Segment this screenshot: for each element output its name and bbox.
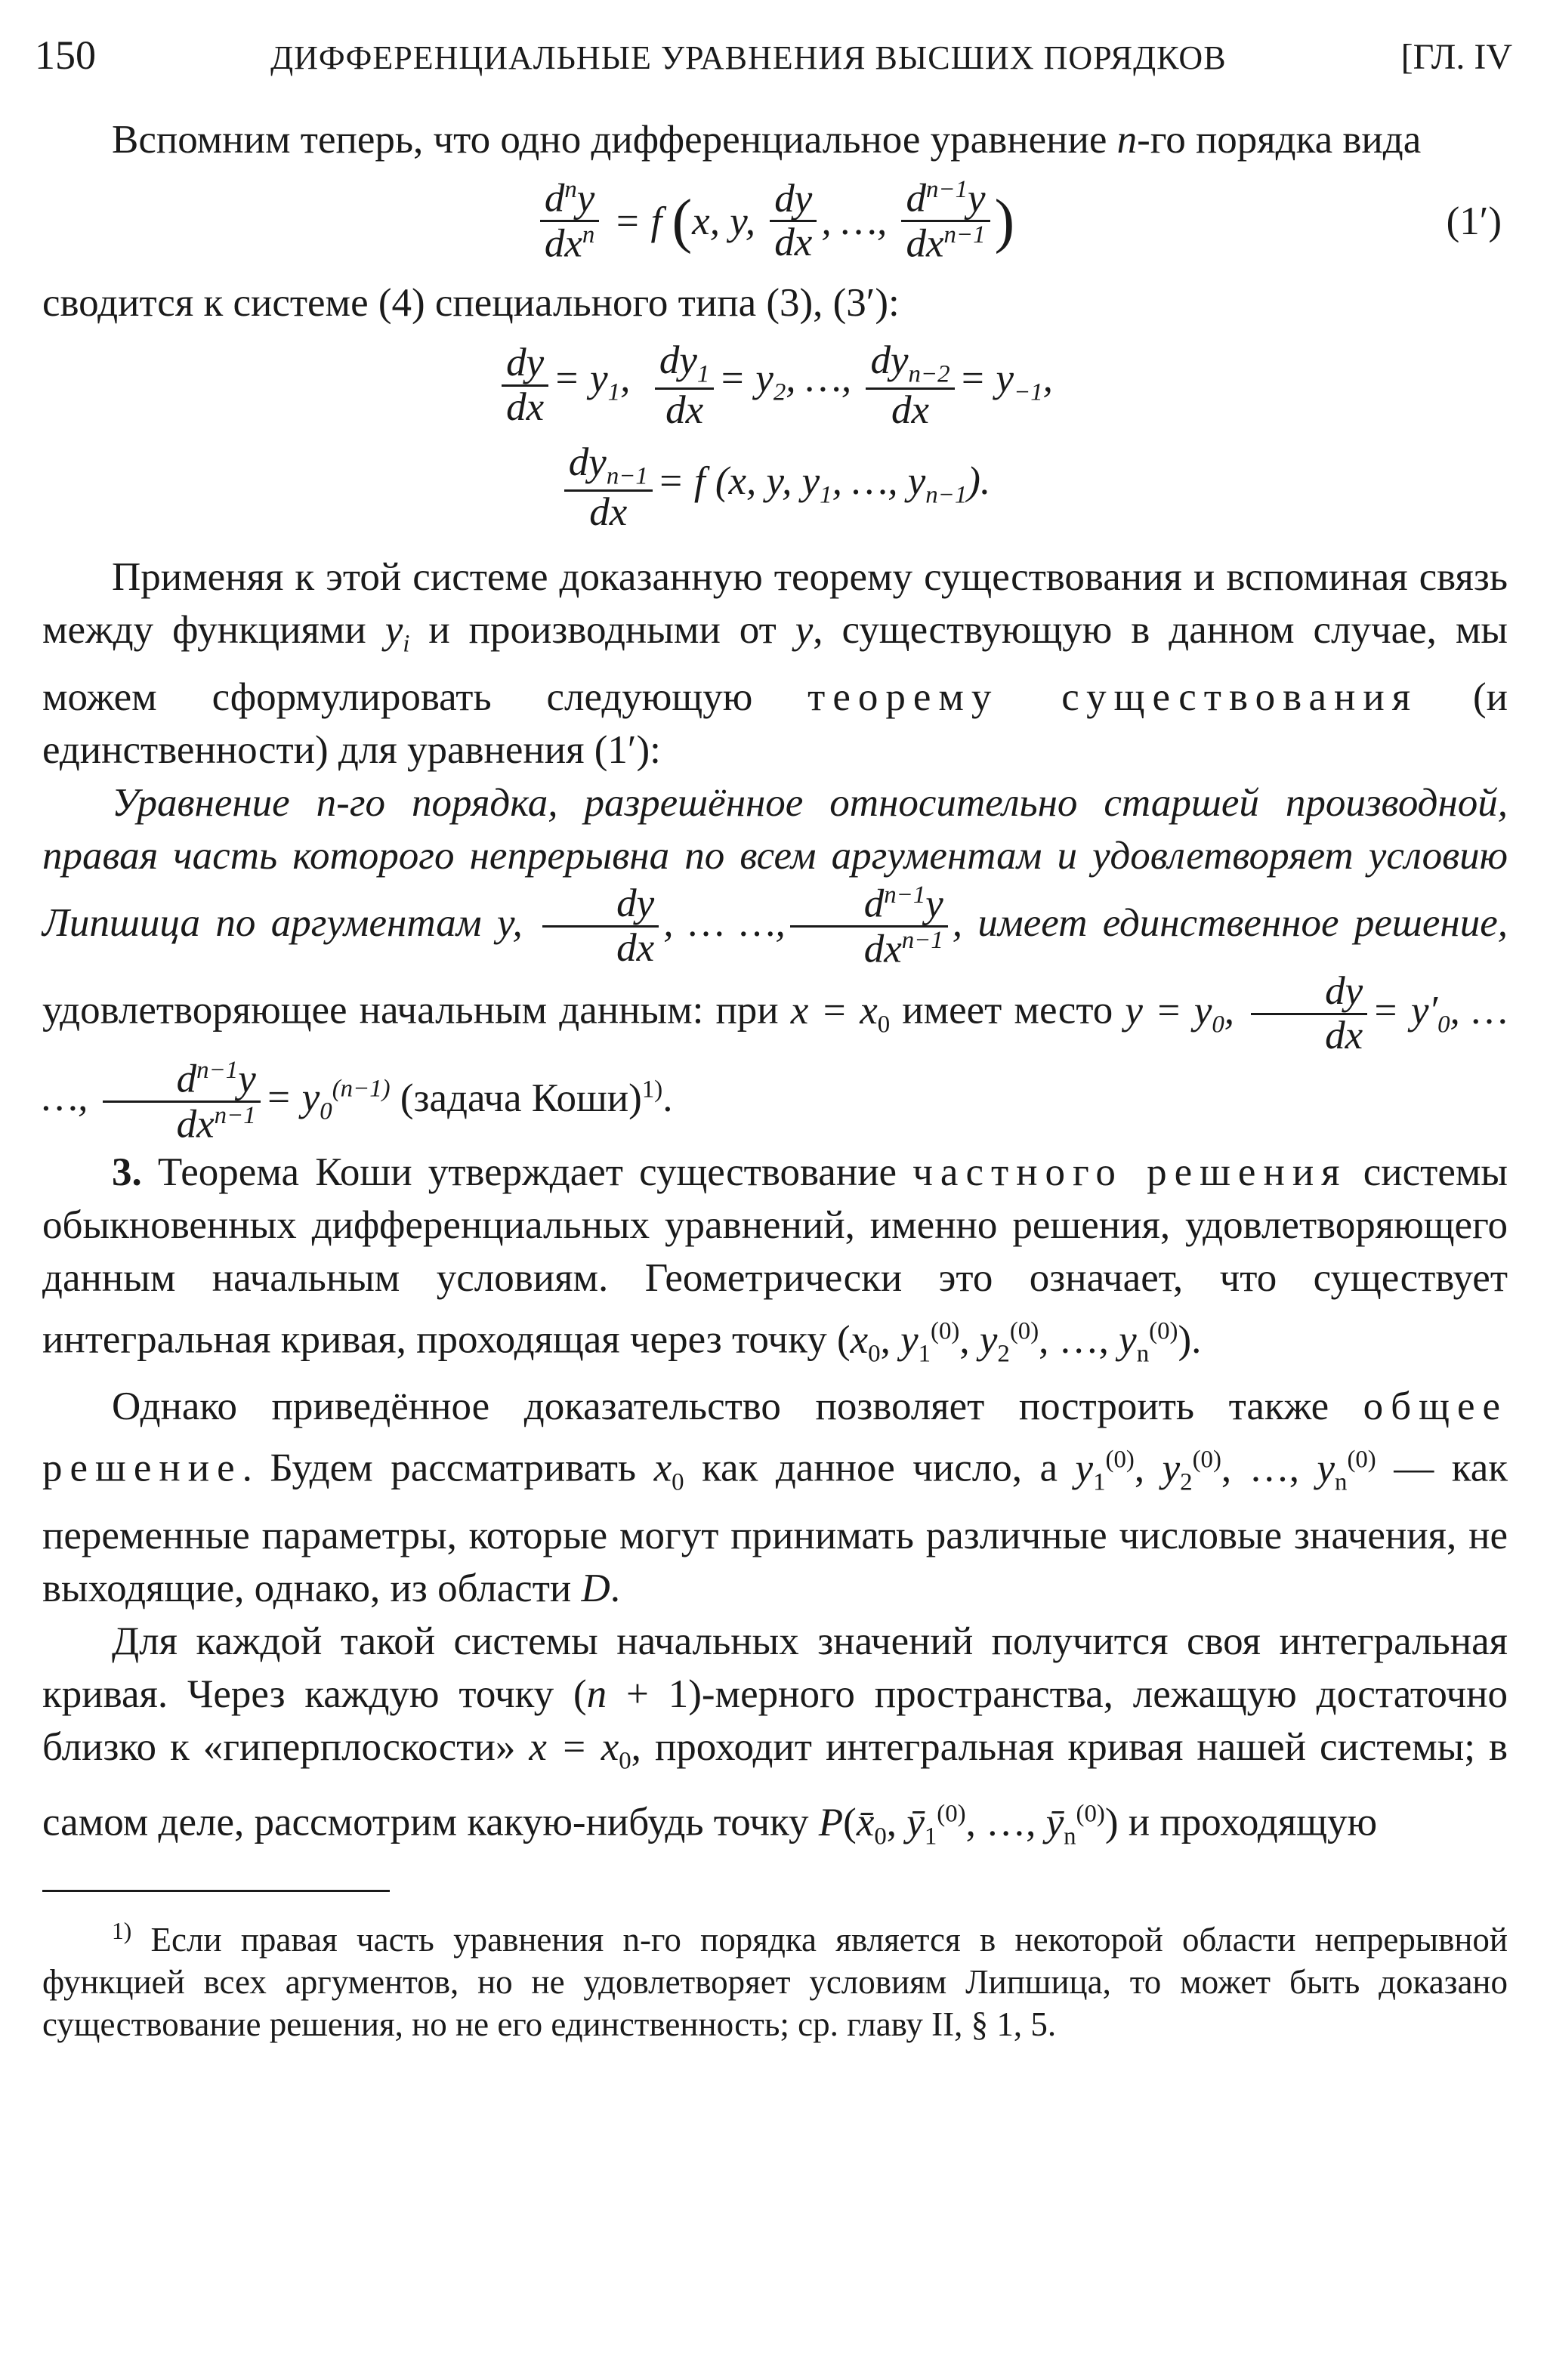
paragraph-general-solution: Однако приведённое доказательство позволяет построить также общее решение. Будем рассматривать $x_0$ как данное число, а $y_1^{(0)}$, $y_2^{(0)}$, …, $y_n^{(0)}$ — как переменные параметры, которые могут принимать различные числовые значения, не выходящие, однако, из области D.: [42, 1384, 1508, 1610]
page-number: 150: [35, 32, 96, 78]
paragraph-section-3: 3. Теорема Коши утверждает существование частного решения системы обыкновенных дифференциальных уравнений, именно решения, удовлетворяющего данным начальным условиям. Геометрически это означает, что существует интегральная кривая, проходящая через точку ($x_0$, $y_1^{(0)}$, $y_2^{(0)}$, …, $y_n^{(0)}$).: [42, 1150, 1508, 1368]
page-body: [42, 113, 1508, 2045]
paragraph-intro: Вспомним теперь, что одно дифференциальное уравнение n-го порядка вида: [112, 118, 1422, 162]
equation-system-line2: $\frac{dy_{n-1}}{dx}$ = f (x, y, $y_1$, …, $y_{n-1}$).: [42, 442, 1508, 534]
chapter-label: [ГЛ. IV: [1400, 37, 1512, 77]
page-header: [35, 32, 1512, 77]
footnote: $^{1)}$ Если правая часть уравнения n-го порядка является в некоторой области непрерывной функцией всех аргументов, но не удовлетворяет условиям Липшица, то может быть доказано существование решения, но не его единственность; ср. главу II, § 1, 5.: [42, 1918, 1508, 2044]
footnote-rule: [42, 1890, 390, 1892]
running-title: ДИФФЕРЕНЦИАЛЬНЫЕ УРАВНЕНИЯ ВЫСШИХ ПОРЯДКОВ: [270, 39, 1227, 76]
equation-tag: (1′): [1446, 199, 1502, 243]
equation-1prime: $\frac{d^ny}{dx^n}$ = f ( x, y, $\frac{dy}{dx}$ , …, $\frac{d^{n-1}y}{dx^{n-1}}$ ) (1′): [42, 177, 1508, 266]
equation-system-line1: $\frac{dy}{dx}$ = $y_1$, $\frac{dy_1}{dx}$ = $y_2$, …, $\frac{dy_{n-2}}{dx}$ = $y_{-1}$,: [42, 340, 1508, 432]
theorem-statement: Уравнение n-го порядка, разрешённое относительно старшей производной, правая часть которого непрерывна по всем аргументам и удовлетворяет условию Липшица по аргументам y, $\frac{dy}{dx}$ , … …, $\frac{d^{n-1}y}{dx^{n-1}}$ , имеет единственное решение, удовлетворяющее начальным данным: при $x = x_0$ имеет место $y = y_0$, $\frac{dy}{dx}$ = $y'_0$, … …, $\frac{d^{n-1}y}{dx^{n-1}}$ = $y_0^{(n-1)}$ (задача Коши)$^{1)}$.: [42, 780, 1508, 1147]
paragraph-system-intro: сводится к системе (4) специального типа (3), (3′):: [42, 280, 900, 325]
footnote-ref: 1): [641, 1075, 663, 1103]
paragraph-applying: Применяя к этой системе доказанную теорему существования и вспоминая связь между функциями $y_i$ и производными от y, существующую в данном случае, мы можем сформулировать следующую теорему существования (и единственности) для уравнения (1′):: [42, 555, 1508, 772]
paragraph-integral-curves: Для каждой такой системы начальных значений получится своя интегральная кривая. Через каждую точку (n + 1)-мерного пространства, лежащую достаточно близко к «гиперплоскости» $x = x_0$, проходит интегральная кривая нашей системы; в самом деле, рассмотрим какую-нибудь точку $P(x̄_0$, $ȳ_1^{(0)}$, …, $ȳ_n^{(0)}$) и проходящую: [42, 1619, 1508, 1851]
